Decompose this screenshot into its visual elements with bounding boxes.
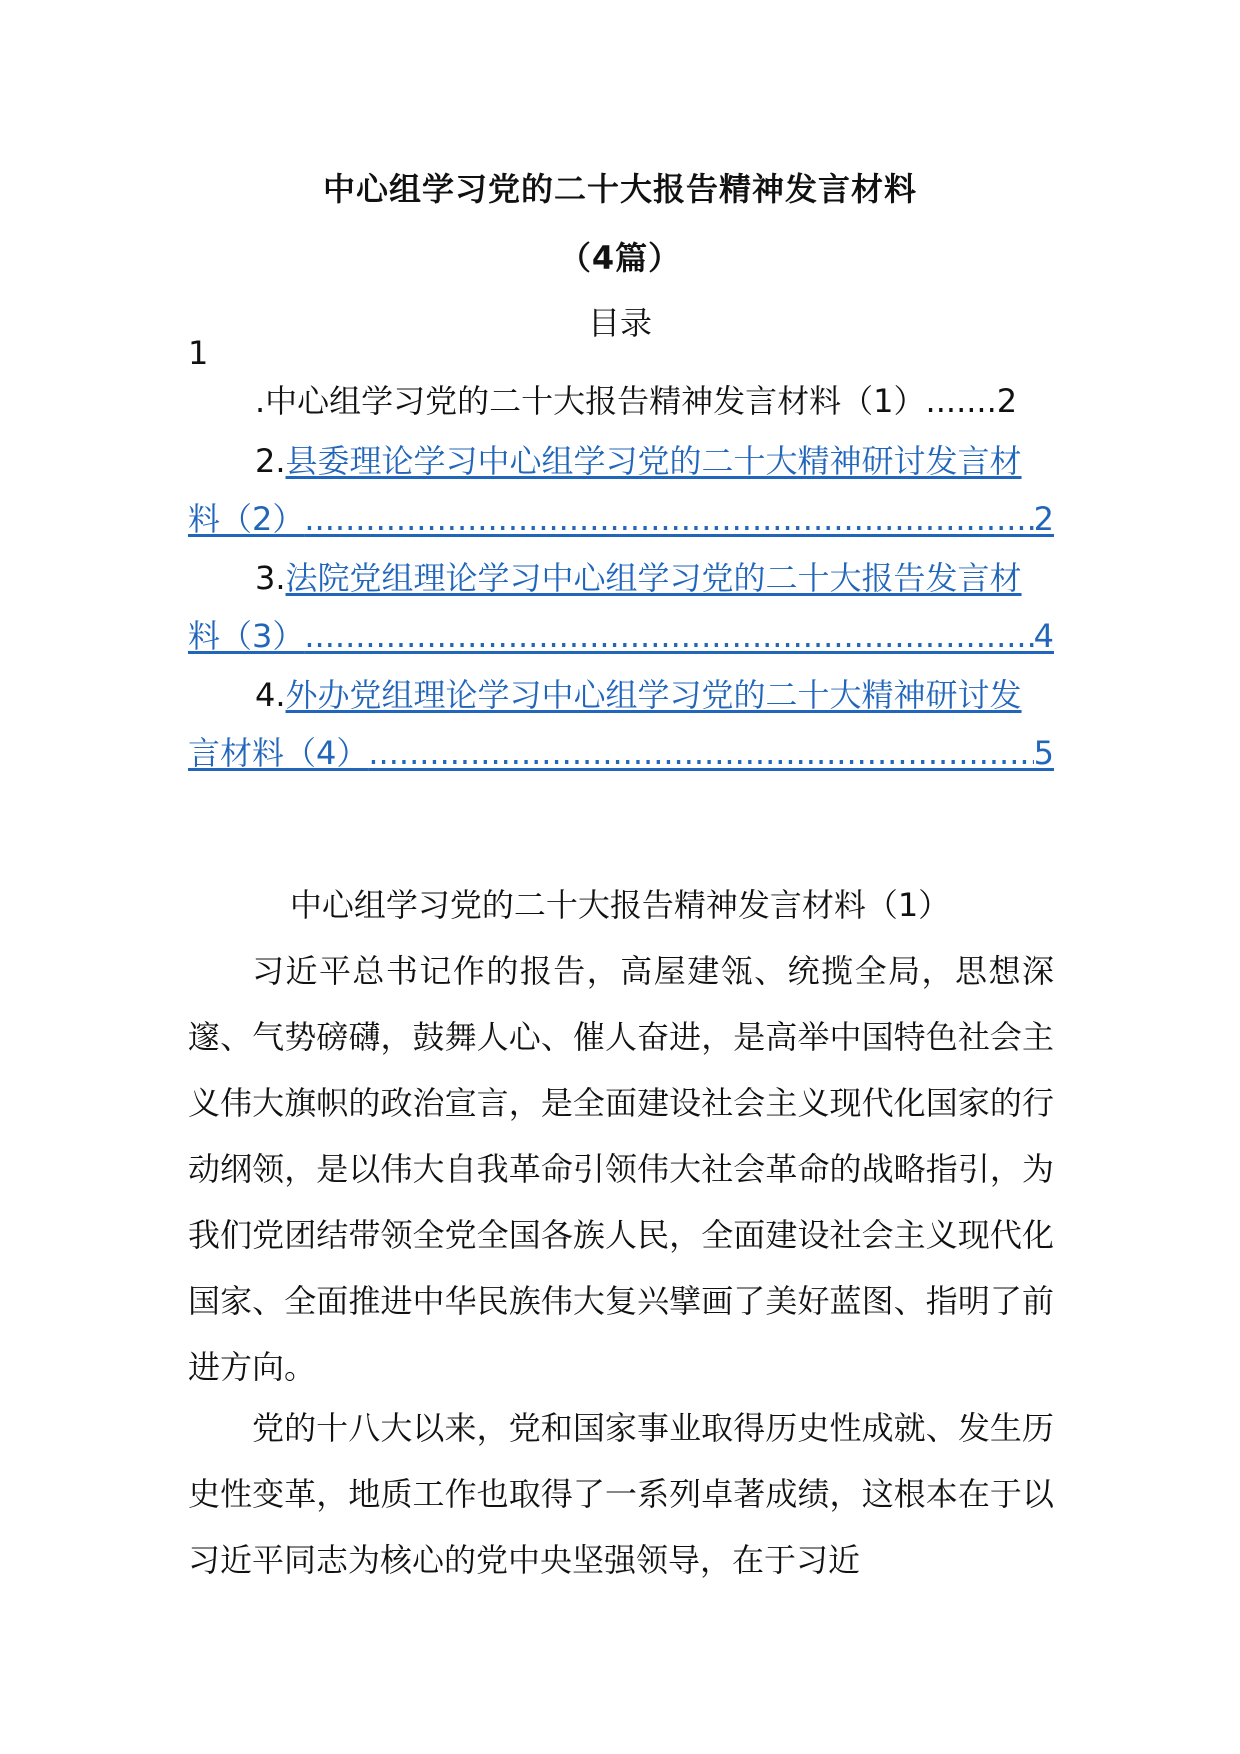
toc-item-3-text-cont: 料（3） [188,617,305,655]
toc-item-1-prefix: . [255,382,266,420]
toc-item-2-page: 2 [1033,500,1054,538]
toc-item-4-link[interactable]: 外办党组理论学习中心组学习党的二十大精神研讨发 [285,676,1022,714]
document-title: 中心组学习党的二十大报告精神发言材料 [322,170,917,208]
toc-item-1-leader: ....... [925,382,997,420]
toc-item-4-prefix: 4. [255,676,286,714]
toc-item-1-page: 2 [996,382,1018,420]
toc-item-3-line1[interactable] [255,553,1054,603]
toc-item-4-text-cont: 言材料（4） [188,734,369,772]
body-paragraph-2: 党的十八大以来，党和国家事业取得历史性成就、发生历史性变革，地质工作也取得了一系列卓著成绩，这根本在于以习近平同志为核心的党中央坚强领导，在于习近 [188,1409,1054,1579]
toc-item-4-line1[interactable] [255,670,1054,720]
toc-heading: 目录 [587,304,652,342]
toc-orphan-number [188,328,1054,378]
toc-item-2-text-cont: 料（2） [188,500,305,538]
document-subtitle: （4篇） [558,239,682,277]
toc-item-3-page: 4 [1033,617,1054,655]
toc-item-2-line2[interactable] [188,494,1054,544]
toc-item-2-line1[interactable] [255,436,1054,486]
body-paragraph-1: 习近平总书记作的报告，高屋建瓴、统揽全局，思想深邃、气势磅礴，鼓舞人心、催人奋进，是高举中国特色社会主义伟大旗帜的政治宣言，是全面建设社会主义现代化国家的行动纲领，是以伟大自我革命引领伟大社会革命的战略指引，为我们党团结带领全党全国各族人民，全面建设社会主义现代化国家、全面推进中华民族伟大复兴擘画了美好蓝图、指明了前进方向。 [188,952,1054,1386]
toc-item-1-text: 中心组学习党的二十大报告精神发言材料（1） [265,382,926,420]
toc-item-3-leader [304,611,1033,661]
toc-item-2-prefix: 2. [255,442,286,480]
toc-item-2-leader [304,494,1033,544]
toc-item-1[interactable] [255,376,1054,426]
toc-item-3-link[interactable]: 法院党组理论学习中心组学习党的二十大报告发言材 [285,559,1022,597]
section-heading: 中心组学习党的二十大报告精神发言材料（1） [289,886,951,924]
toc-item-4-leader [368,728,1033,778]
toc-item-4-line2[interactable] [188,728,1054,778]
toc-item-3-line2[interactable] [188,611,1054,661]
toc-item-4-page: 5 [1033,734,1054,772]
toc-number: 1 [188,334,209,372]
toc-item-2-link[interactable]: 县委理论学习中心组学习党的二十大精神研讨发言材 [285,442,1022,480]
toc-item-3-prefix: 3. [255,559,286,597]
